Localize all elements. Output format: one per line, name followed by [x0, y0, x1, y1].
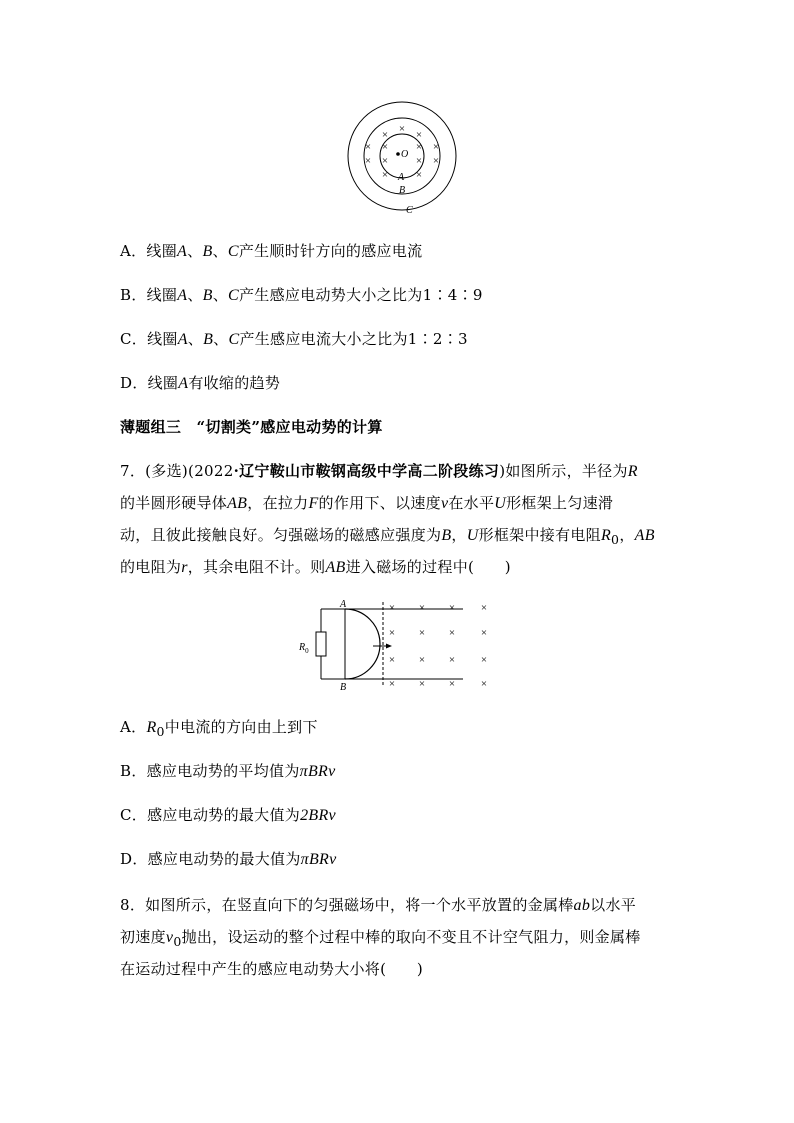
field-cross: × [415, 129, 423, 141]
q6-option-c: C．线圈A、B、C产生感应电流大小之比为1∶2∶3 [120, 330, 468, 348]
field-cross: × [432, 155, 440, 167]
field-cross: × [364, 141, 372, 153]
q7-line-3: 动，且彼此接触良好。匀强磁场的磁感应强度为B，U形框架中接有电阻$R_0$，AB [120, 526, 655, 547]
label-c: C [406, 205, 413, 216]
field-cross: × [418, 678, 426, 690]
concentric-coils-figure [340, 100, 470, 220]
field-cross: × [415, 141, 423, 153]
field-cross: × [448, 627, 456, 639]
q7-line-1: 7．(多选)(2022·辽宁鞍山市鞍钢高级中学高二阶段练习)如图所示，半径为R [120, 462, 638, 480]
section-heading: 薄题组三 “切割类”感应电动势的计算 [120, 418, 383, 436]
q6-option-d: D．线圈A有收缩的趋势 [120, 374, 281, 392]
field-cross: × [448, 654, 456, 666]
label-b: B [340, 682, 347, 693]
field-cross: × [480, 602, 488, 614]
label-a: A [340, 599, 347, 610]
q7-option-d: D．感应电动势的最大值为πBRv [120, 850, 337, 868]
q7-line-4: 的电阻为r，其余电阻不计。则AB进入磁场的过程中( ) [120, 558, 511, 576]
q8-line-1: 8．如图所示，在竖直向下的匀强磁场中，将一个水平放置的金属棒ab以水平 [120, 896, 637, 914]
field-cross: × [415, 155, 423, 167]
q8-line-2: 初速度$v_0$抛出，设运动的整个过程中棒的取向不变且不计空气阻力，则金属棒 [120, 928, 641, 949]
field-cross: × [415, 169, 423, 181]
q7-option-c: C．感应电动势的最大值为2BRv [120, 806, 336, 824]
label-b: B [399, 185, 406, 196]
u-frame-figure [295, 598, 500, 694]
field-cross: × [418, 627, 426, 639]
field-cross: × [480, 678, 488, 690]
field-cross: × [448, 602, 456, 614]
field-cross: × [480, 654, 488, 666]
field-cross: × [388, 627, 396, 639]
center-dot [396, 152, 400, 156]
resistor-r0 [316, 632, 326, 656]
field-cross: × [418, 654, 426, 666]
field-cross: × [388, 678, 396, 690]
field-cross: × [388, 654, 396, 666]
field-cross: × [381, 155, 389, 167]
q8-line-3: 在运动过程中产生的感应电动势大小将( ) [120, 960, 424, 978]
q7-option-a: A．$R_0$中电流的方向由上到下 [120, 718, 318, 739]
field-cross: × [381, 141, 389, 153]
field-cross: × [398, 123, 406, 135]
field-cross: × [381, 169, 389, 181]
semicircle-conductor [345, 609, 380, 679]
velocity-arrowhead [386, 644, 392, 649]
q7-option-b: B．感应电动势的平均值为πBRv [120, 762, 336, 780]
field-cross: × [432, 141, 440, 153]
label-o: O [401, 149, 409, 160]
field-cross: × [388, 602, 396, 614]
field-cross: × [364, 155, 372, 167]
field-cross: × [381, 129, 389, 141]
field-cross: × [448, 678, 456, 690]
q7-line-2: 的半圆形硬导体AB，在拉力F的作用下、以速度v在水平U形框架上匀速滑 [120, 494, 614, 512]
q6-option-b: B．线圈A、B、C产生感应电动势大小之比为1∶4∶9 [120, 286, 483, 304]
label-a: A [398, 172, 405, 183]
field-cross: × [418, 602, 426, 614]
field-cross: × [480, 627, 488, 639]
label-r0: $R_0$ [299, 642, 309, 655]
q6-option-a: A．线圈A、B、C产生顺时针方向的感应电流 [120, 242, 423, 260]
